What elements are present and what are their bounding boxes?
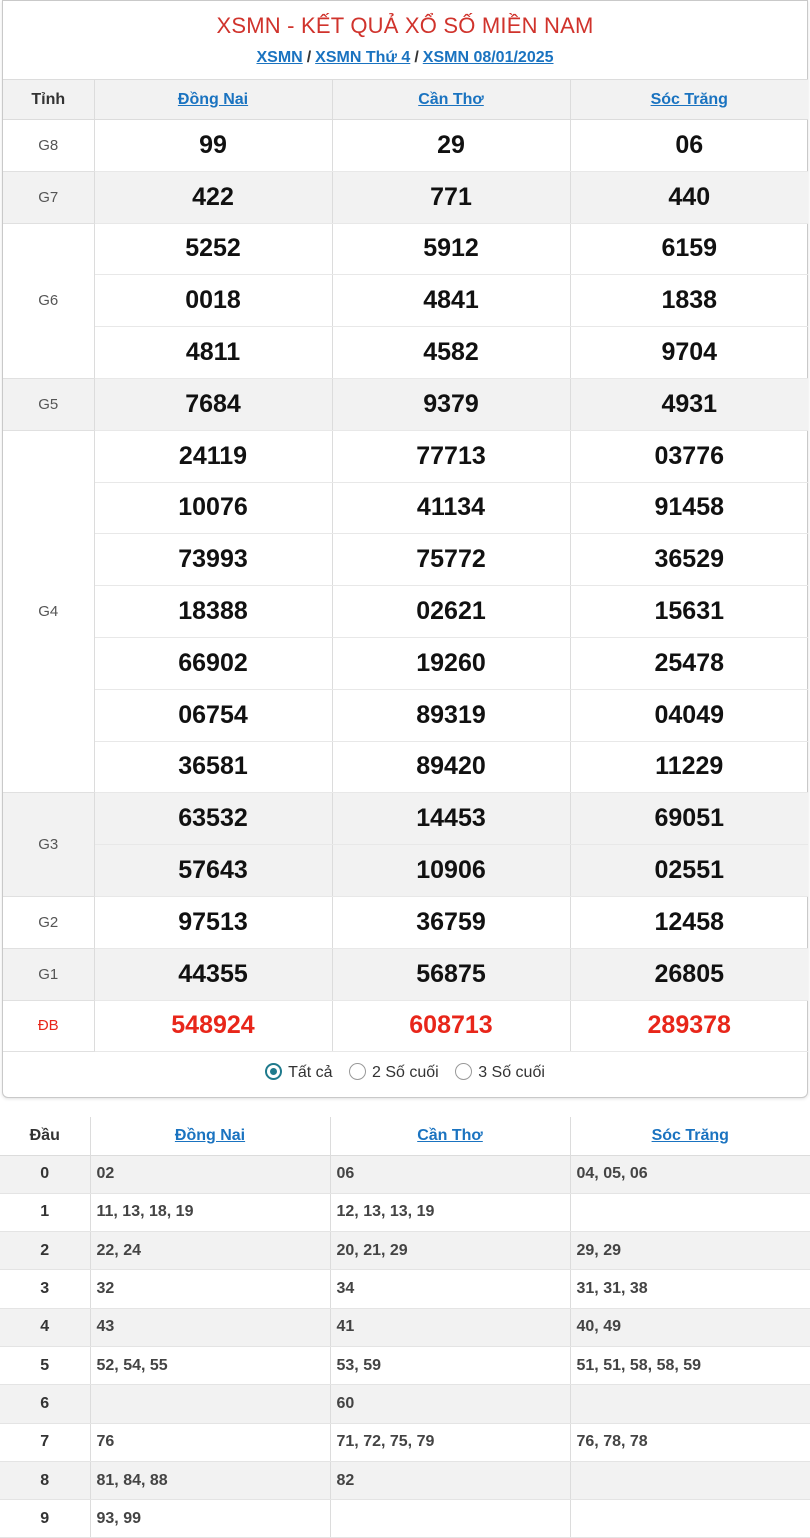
- prize-row: [3, 845, 808, 897]
- province-header-can-tho: [332, 80, 570, 120]
- prize-row: [3, 637, 808, 689]
- province-link-soc-trang[interactable]: Sóc Trăng: [650, 90, 728, 108]
- loto-values: 71, 72, 75, 79: [330, 1423, 570, 1461]
- prize-label: ĐB: [3, 1000, 94, 1052]
- loto-values: 20, 21, 29: [330, 1232, 570, 1270]
- prize-row: [3, 793, 808, 845]
- prize-number: 26805: [570, 948, 808, 1000]
- prize-number: 12458: [570, 896, 808, 948]
- prize-number: 5912: [332, 223, 570, 275]
- prize-number: 18388: [94, 586, 332, 638]
- filter-all-label: Tất cả: [288, 1064, 333, 1081]
- loto-row: [0, 1270, 810, 1308]
- prize-label: G7: [3, 171, 94, 223]
- special-prize-number: 608713: [332, 1000, 570, 1052]
- loto-values: 04, 05, 06: [570, 1155, 810, 1193]
- loto-values: 43: [90, 1308, 330, 1346]
- prize-number: 36529: [570, 534, 808, 586]
- loto-values: 41: [330, 1308, 570, 1346]
- prize-row: [3, 327, 808, 379]
- loto-values: 60: [330, 1385, 570, 1423]
- head-digit: 4: [0, 1308, 90, 1346]
- loto-province-link-can-tho[interactable]: Cần Thơ: [417, 1126, 483, 1144]
- prize-number: 73993: [94, 534, 332, 586]
- loto-values: 32: [90, 1270, 330, 1308]
- prize-row: [3, 689, 808, 741]
- results-card: [2, 0, 808, 1098]
- head-digit: 3: [0, 1270, 90, 1308]
- prize-number: 29: [332, 120, 570, 172]
- prize-row: [3, 223, 808, 275]
- head-digit: 7: [0, 1423, 90, 1461]
- prize-number: 4582: [332, 327, 570, 379]
- prize-label: G1: [3, 948, 94, 1000]
- head-digit-label-header: Đầu: [0, 1117, 90, 1155]
- digit-filter: [3, 1063, 807, 1082]
- prize-number: 10906: [332, 845, 570, 897]
- loto-values: 34: [330, 1270, 570, 1308]
- loto-values: [570, 1461, 810, 1499]
- prize-number: 41134: [332, 482, 570, 534]
- loto-row: [0, 1308, 810, 1346]
- prize-number: 57643: [94, 845, 332, 897]
- loto-row: [0, 1461, 810, 1499]
- loto-values: 93, 99: [90, 1500, 330, 1538]
- prize-number: 63532: [94, 793, 332, 845]
- loto-values: 40, 49: [570, 1308, 810, 1346]
- prize-number: 02551: [570, 845, 808, 897]
- prize-number: 77713: [332, 430, 570, 482]
- prize-number: 771: [332, 171, 570, 223]
- prize-label: G4: [3, 430, 94, 793]
- prize-number: 03776: [570, 430, 808, 482]
- loto-values: 81, 84, 88: [90, 1461, 330, 1499]
- loto-values: 76: [90, 1423, 330, 1461]
- prize-number: 0018: [94, 275, 332, 327]
- prize-row: [3, 171, 808, 223]
- loto-row: [0, 1385, 810, 1423]
- radio-selected-icon[interactable]: [265, 1063, 282, 1080]
- loto-values: [570, 1500, 810, 1538]
- prize-label: G5: [3, 378, 94, 430]
- province-header-soc-trang: [570, 80, 808, 120]
- results-body: [3, 120, 808, 1052]
- prize-number: 89420: [332, 741, 570, 793]
- prize-number: 9704: [570, 327, 808, 379]
- prize-number: 99: [94, 120, 332, 172]
- prize-number: 91458: [570, 482, 808, 534]
- prize-number: 36759: [332, 896, 570, 948]
- prize-number: 7684: [94, 378, 332, 430]
- loto-values: [570, 1385, 810, 1423]
- filter-last-2-label: 2 Số cuối: [372, 1064, 439, 1081]
- loto-province-link-soc-trang[interactable]: Sóc Trăng: [651, 1126, 729, 1144]
- head-digit: 2: [0, 1232, 90, 1270]
- prize-row: [3, 430, 808, 482]
- prize-number: 9379: [332, 378, 570, 430]
- prize-number: 02621: [332, 586, 570, 638]
- filter-last-3-label: 3 Số cuối: [478, 1064, 545, 1081]
- prize-number: 19260: [332, 637, 570, 689]
- head-digit: 1: [0, 1193, 90, 1231]
- special-prize-number: 289378: [570, 1000, 808, 1052]
- prize-number: 44355: [94, 948, 332, 1000]
- loto-values: 53, 59: [330, 1346, 570, 1384]
- prize-number: 36581: [94, 741, 332, 793]
- prize-row: [3, 275, 808, 327]
- prize-number: 6159: [570, 223, 808, 275]
- prize-number: 04049: [570, 689, 808, 741]
- prize-number: 440: [570, 171, 808, 223]
- prize-number: 06: [570, 120, 808, 172]
- page-title: XSMN - KẾT QUẢ XỔ SỐ MIỀN NAM: [216, 13, 594, 38]
- loto-values: 02: [90, 1155, 330, 1193]
- prize-row: [3, 1000, 808, 1052]
- prize-number: 14453: [332, 793, 570, 845]
- province-link-can-tho[interactable]: Cần Thơ: [418, 90, 484, 108]
- loto-header-row: [0, 1117, 810, 1155]
- filter-last-2-option[interactable]: [349, 1063, 439, 1082]
- prize-row: [3, 948, 808, 1000]
- prize-row: [3, 120, 808, 172]
- prize-number: 24119: [94, 430, 332, 482]
- loto-values: [570, 1193, 810, 1231]
- prize-number: 97513: [94, 896, 332, 948]
- prize-number: 11229: [570, 741, 808, 793]
- loto-row: [0, 1500, 810, 1538]
- loto-row: [0, 1232, 810, 1270]
- loto-row: [0, 1155, 810, 1193]
- head-digit: 8: [0, 1461, 90, 1499]
- breadcrumb-separator: /: [414, 49, 419, 66]
- prize-row: [3, 741, 808, 793]
- prize-number: 4811: [94, 327, 332, 379]
- prize-number: 1838: [570, 275, 808, 327]
- prize-number: 69051: [570, 793, 808, 845]
- prize-number: 4931: [570, 378, 808, 430]
- province-link-dong-nai[interactable]: Đồng Nai: [177, 90, 249, 108]
- prize-number: 15631: [570, 586, 808, 638]
- prize-number: 66902: [94, 637, 332, 689]
- head-digit: 9: [0, 1500, 90, 1538]
- prize-number: 4841: [332, 275, 570, 327]
- loto-values: 22, 24: [90, 1232, 330, 1270]
- province-label-header: Tỉnh: [3, 80, 94, 120]
- prize-number: 56875: [332, 948, 570, 1000]
- prize-row: [3, 896, 808, 948]
- breadcrumb-date-link[interactable]: XSMN 08/01/2025: [422, 49, 554, 66]
- loto-row: [0, 1423, 810, 1461]
- breadcrumb-weekday-link[interactable]: XSMN Thứ 4: [315, 49, 411, 66]
- head-digit: 6: [0, 1385, 90, 1423]
- prize-number: 422: [94, 171, 332, 223]
- breadcrumb-separator: /: [306, 49, 312, 66]
- province-header-dong-nai: [94, 80, 332, 120]
- head-digit: 0: [0, 1155, 90, 1193]
- loto-values: 31, 31, 38: [570, 1270, 810, 1308]
- prize-number: 25478: [570, 637, 808, 689]
- loto-values: 06: [330, 1155, 570, 1193]
- prize-label: G8: [3, 120, 94, 172]
- prize-row: [3, 378, 808, 430]
- results-table: [3, 79, 808, 1052]
- loto-province-link-dong-nai[interactable]: Đồng Nai: [174, 1126, 246, 1144]
- loto-header-soc-trang: [570, 1117, 810, 1155]
- loto-header-dong-nai: [90, 1117, 330, 1155]
- results-header-row: [3, 80, 808, 120]
- prize-number: 06754: [94, 689, 332, 741]
- loto-head-table: [0, 1117, 810, 1538]
- prize-label: G6: [3, 223, 94, 378]
- loto-values: 52, 54, 55: [90, 1346, 330, 1384]
- loto-values: 29, 29: [570, 1232, 810, 1270]
- loto-values: [90, 1385, 330, 1423]
- loto-row: [0, 1193, 810, 1231]
- loto-values: 12, 13, 13, 19: [330, 1193, 570, 1231]
- filter-all-option[interactable]: [265, 1063, 332, 1082]
- loto-header-can-tho: [330, 1117, 570, 1155]
- prize-row: [3, 534, 808, 586]
- loto-values: 76, 78, 78: [570, 1423, 810, 1461]
- loto-values: 11, 13, 18, 19: [90, 1193, 330, 1231]
- prize-number: 89319: [332, 689, 570, 741]
- loto-body: [0, 1155, 810, 1538]
- breadcrumb: [3, 49, 807, 67]
- head-digit: 5: [0, 1346, 90, 1384]
- loto-row: [0, 1346, 810, 1384]
- radio-empty-icon[interactable]: [455, 1063, 472, 1080]
- prize-label: G3: [3, 793, 94, 897]
- prize-number: 10076: [94, 482, 332, 534]
- breadcrumb-xsmn-link[interactable]: XSMN: [256, 49, 303, 66]
- prize-number: 75772: [332, 534, 570, 586]
- loto-values: 51, 51, 58, 58, 59: [570, 1346, 810, 1384]
- filter-last-3-option[interactable]: [455, 1063, 545, 1082]
- loto-values: [330, 1500, 570, 1538]
- special-prize-number: 548924: [94, 1000, 332, 1052]
- prize-row: [3, 586, 808, 638]
- loto-values: 82: [330, 1461, 570, 1499]
- prize-label: G2: [3, 896, 94, 948]
- prize-row: [3, 482, 808, 534]
- prize-number: 5252: [94, 223, 332, 275]
- radio-empty-icon[interactable]: [349, 1063, 366, 1080]
